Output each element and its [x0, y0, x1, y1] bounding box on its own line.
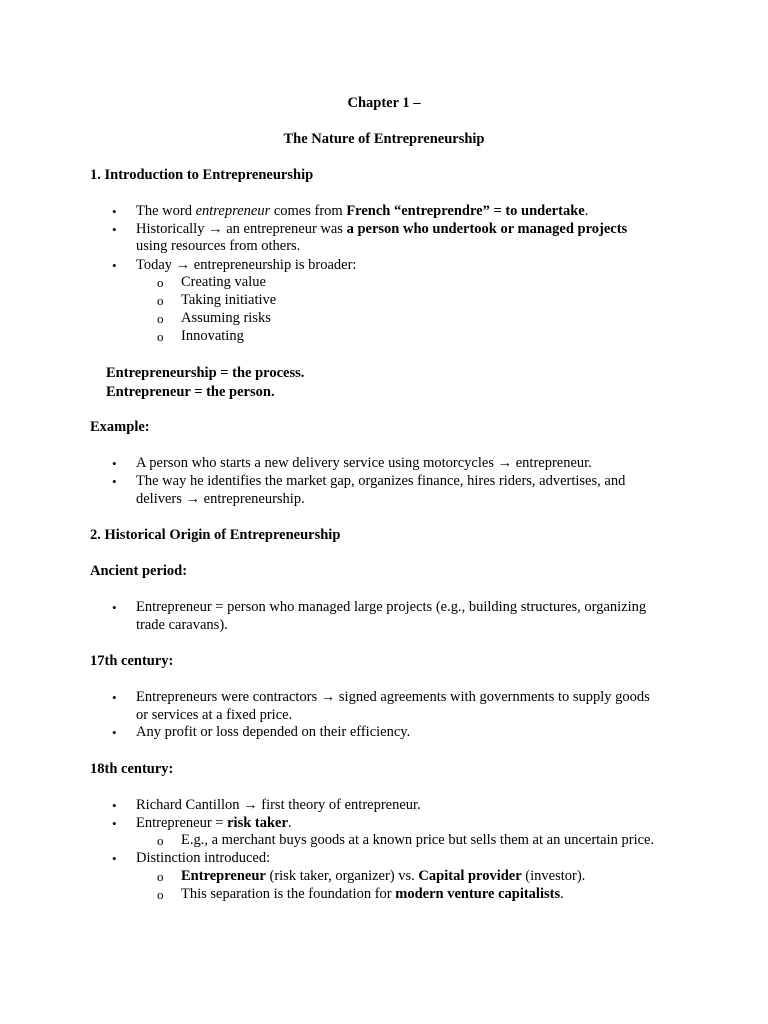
- text: The word: [136, 203, 196, 219]
- text: (investor).: [521, 868, 586, 884]
- bullet-marker: •: [112, 690, 117, 705]
- bold-term: modern venture capitalists: [395, 886, 561, 902]
- sub-bullet-marker: o: [157, 275, 164, 290]
- sub-bullet-marker: o: [157, 311, 164, 326]
- chapter-subtitle: The Nature of Entrepreneurship: [283, 131, 485, 147]
- list-item: Entrepreneurs were contractors → signed agreements with governments to supply goods: [136, 689, 650, 705]
- ancient-period-heading: Ancient period:: [90, 563, 188, 579]
- sub-list-item: E.g., a merchant buys goods at a known price but sells them at an uncertain price.: [181, 832, 655, 848]
- text: Entrepreneur =: [136, 815, 228, 831]
- list-item-continuation: using resources from others.: [136, 238, 301, 254]
- list-item-continuation: trade caravans).: [136, 617, 228, 633]
- definition-process: Entrepreneurship = the process.: [106, 365, 305, 381]
- text: (risk taker, organizer) vs.: [265, 868, 419, 884]
- list-item: A person who starts a new delivery service using motorcycles → entrepreneur.: [136, 455, 592, 471]
- sub-bullet-marker: o: [157, 329, 164, 344]
- bold-term: Capital provider: [418, 868, 522, 884]
- sub-bullet-marker: o: [157, 887, 164, 902]
- bullet-marker: •: [112, 725, 117, 740]
- bullet-marker: •: [112, 816, 117, 831]
- sub-bullet-marker: o: [157, 293, 164, 308]
- section-1-heading: 1. Introduction to Entrepreneurship: [90, 167, 314, 183]
- bullet-marker: •: [112, 474, 117, 489]
- list-item-continuation: or services at a fixed price.: [136, 707, 293, 723]
- definition-person: Entrepreneur = the person.: [106, 384, 275, 400]
- bullet-marker: •: [112, 798, 117, 813]
- 17th-century-heading: 17th century:: [90, 653, 174, 669]
- bullet-marker: •: [112, 204, 117, 219]
- sub-list-item: Assuming risks: [181, 310, 271, 326]
- bullet-marker: •: [112, 456, 117, 471]
- list-item: [136, 202, 588, 220]
- sub-bullet-marker: o: [157, 869, 164, 884]
- bullet-marker: •: [112, 600, 117, 615]
- list-item: Distinction introduced:: [136, 850, 271, 866]
- bold-term: French “entreprendre” = to undertake: [346, 203, 585, 219]
- list-item: The way he identifies the market gap, organizes finance, hires riders, advertises, and: [136, 473, 626, 489]
- text: .: [287, 815, 292, 831]
- 18th-century-heading: 18th century:: [90, 761, 174, 777]
- list-item: Richard Cantillon → first theory of entrepreneur.: [136, 797, 421, 813]
- sub-list-item: [181, 867, 585, 885]
- list-item: Today → entrepreneurship is broader:: [136, 257, 357, 273]
- italic-term: entrepreneur: [195, 203, 271, 219]
- example-heading: Example:: [90, 419, 150, 435]
- chapter-title: Chapter 1 –: [347, 95, 421, 111]
- sub-list-item: Creating value: [181, 274, 266, 290]
- bold-term: a person who undertook or managed projects: [346, 221, 628, 237]
- text: comes from: [270, 203, 347, 219]
- bold-term: risk taker: [227, 815, 288, 831]
- sub-bullet-marker: o: [157, 833, 164, 848]
- text: Historically → an entrepreneur was: [136, 221, 347, 237]
- text: This separation is the foundation for: [181, 886, 396, 902]
- text: .: [560, 886, 564, 902]
- list-item: Entrepreneur = person who managed large projects (e.g., building structures, organizing: [136, 599, 647, 615]
- bold-term: Entrepreneur: [181, 868, 266, 884]
- sub-list-item: Taking initiative: [181, 292, 277, 308]
- sub-list-item: Innovating: [181, 328, 244, 344]
- list-item-continuation: delivers → entrepreneurship.: [136, 491, 305, 507]
- text: .: [584, 203, 589, 219]
- bullet-marker: •: [112, 258, 117, 273]
- bullet-marker: •: [112, 851, 117, 866]
- list-item: Any profit or loss depended on their efficiency.: [136, 724, 411, 740]
- list-item: [136, 220, 627, 238]
- sub-list-item: [181, 885, 564, 903]
- bullet-marker: •: [112, 222, 117, 237]
- list-item: [136, 814, 292, 832]
- section-2-heading: 2. Historical Origin of Entrepreneurship: [90, 527, 341, 543]
